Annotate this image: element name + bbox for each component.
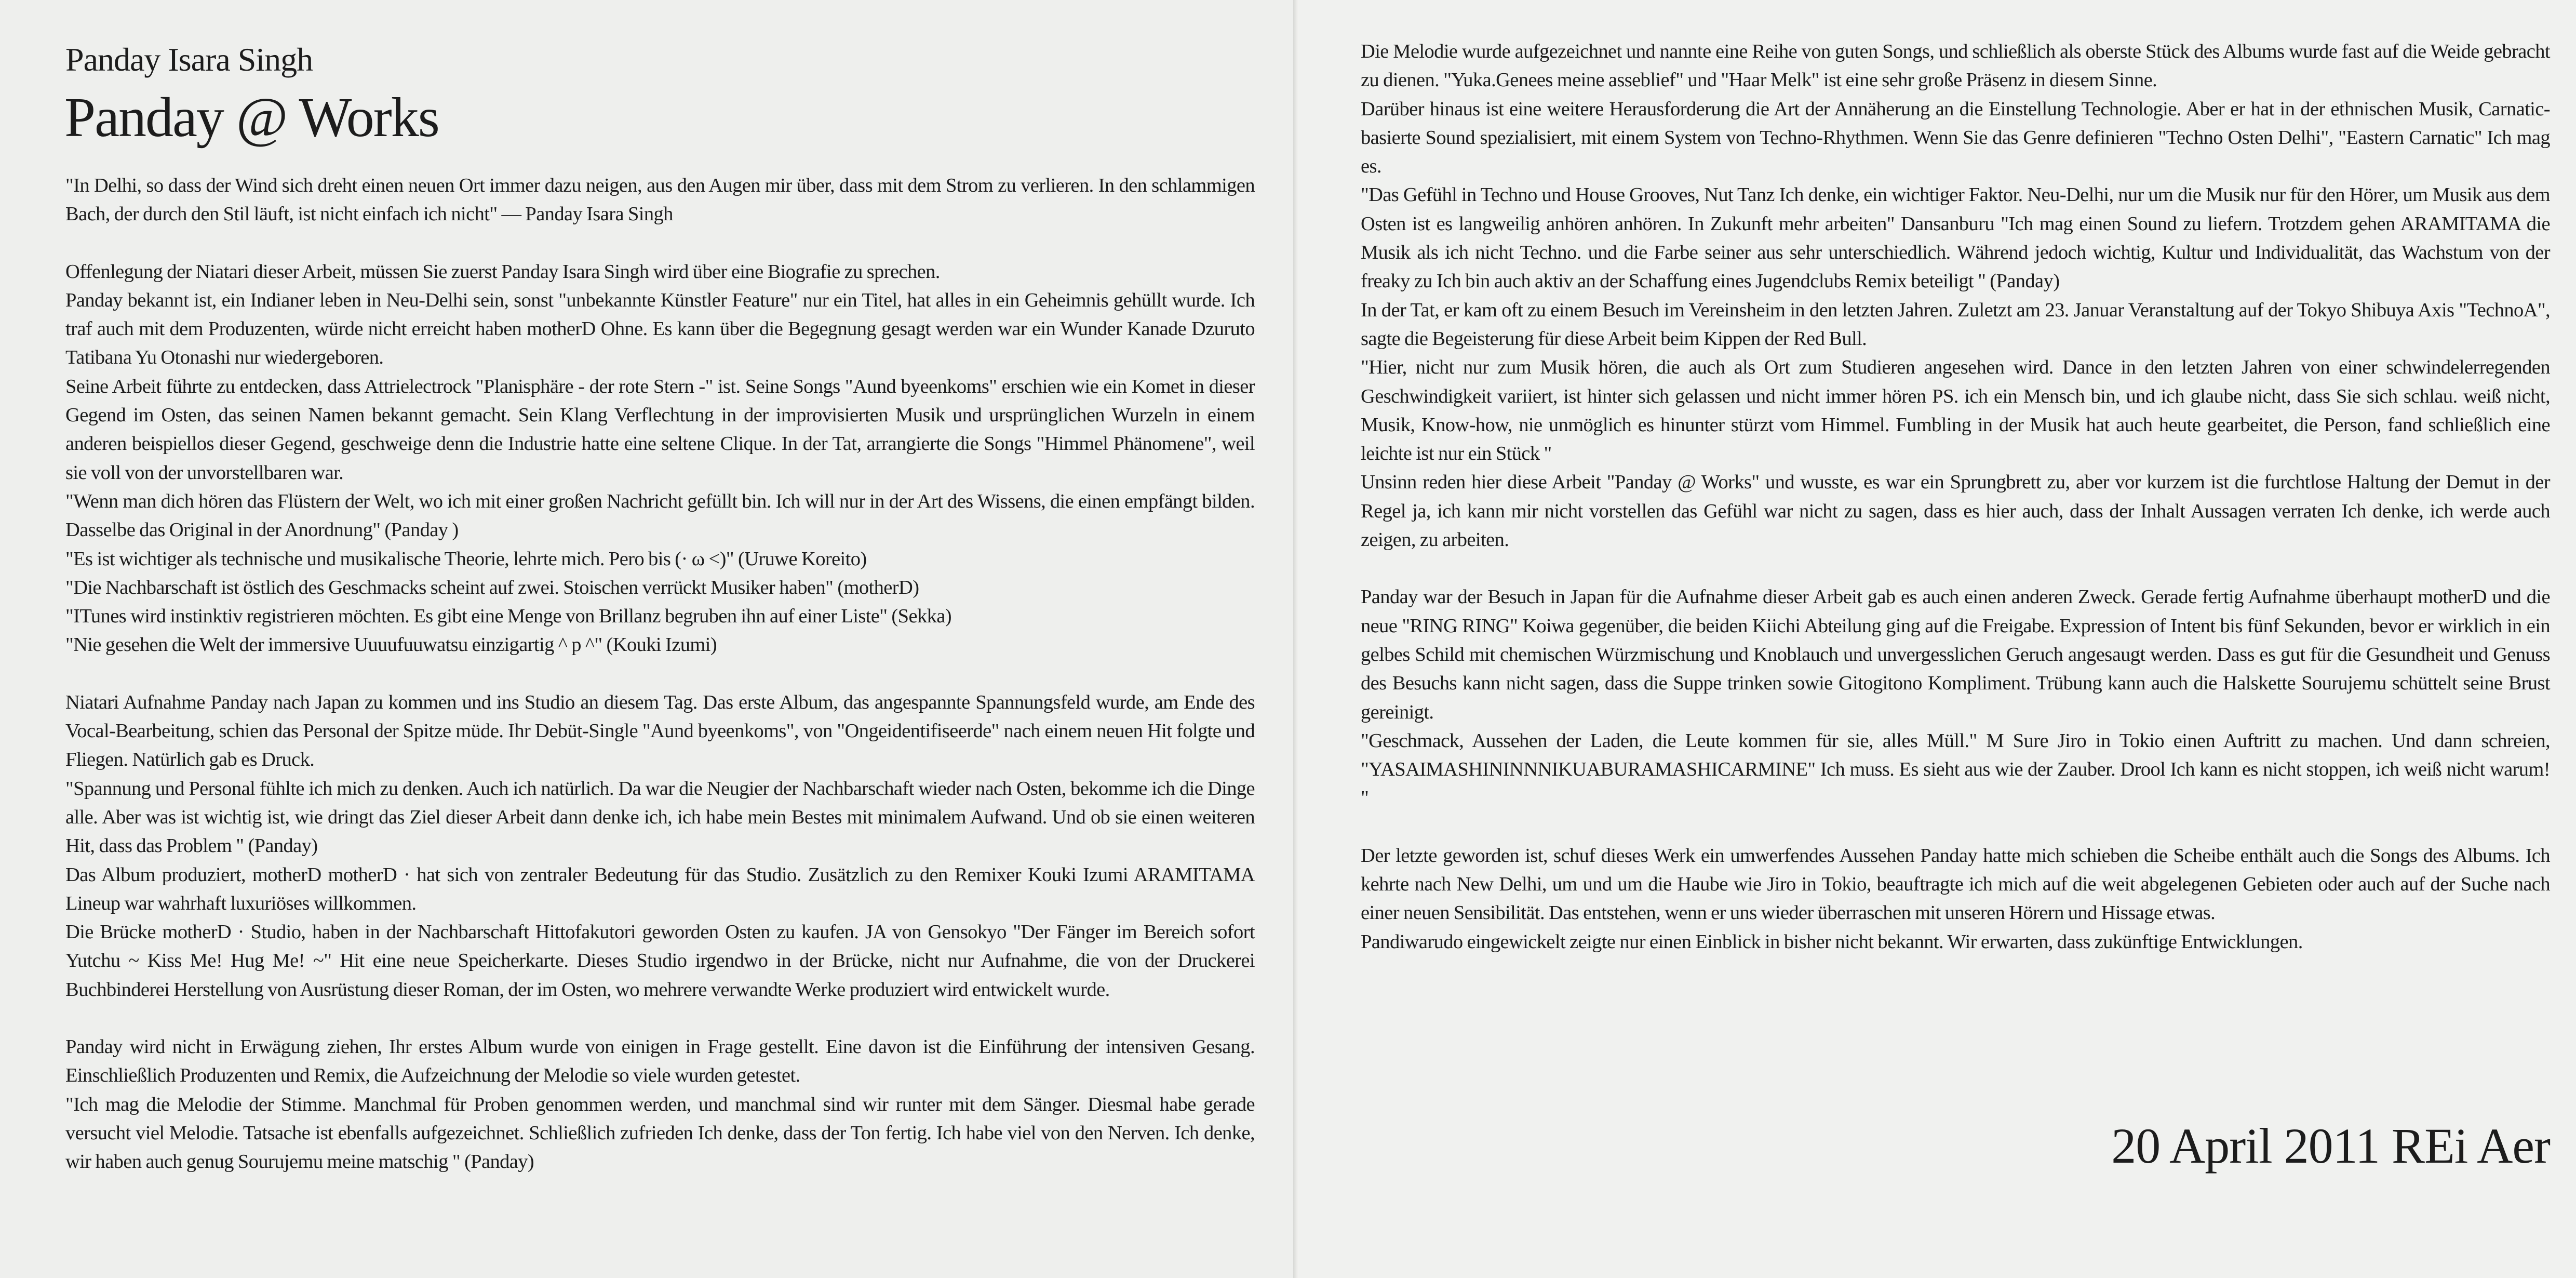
paragraph: "Wenn man dich hören das Flüstern der Welt, wo ich mit einer großen Nachricht gefüllt bin. Ich will nur in der Art des Wissens, die einen empfängt bilden. Dasselbe das Original in der Anordnung" (Panday ) <box>65 490 1255 541</box>
left-body-text <box>65 171 1255 1205</box>
paragraph: Panday bekannt ist, ein Indianer leben in Neu-Delhi sein, sonst "unbekannte Künstler Feature" nur ein Titel, hat alles in ein Geheimnis gehüllt wurde. Ich traf auch mit dem Produzenten, würde nicht erreicht haben motherD Ohne. Es kann über die Begegnung gesagt werden war ein Wunder Kanade Dzuruto Tatibana Yu Otonashi nur wiedergeboren. <box>65 289 1255 369</box>
paragraph-group <box>65 1033 1255 1176</box>
paragraph: "ITunes wird instinktiv registrieren möchten. Es gibt eine Menge von Brillanz begruben ihn auf einer Liste" (Sekka) <box>65 605 951 628</box>
paragraph-group <box>65 688 1255 1004</box>
paragraph: Die Brücke motherD · Studio, haben in der Nachbarschaft Hittofakutori geworden Osten zu kaufen. JA von Gensokyo "Der Fänger im Bereich sofort Yutchu ~ Kiss Me! Hug Me! ~" Hit eine neue Speicherkarte. Dieses Studio irgendwo in der Brücke, nicht nur Aufnahme, die von der Druckerei Buchbinderei Herstellung von Ausrüstung dieser Roman, der im Osten, wo mehrere verwandte Werke produziert wird entwickelt wurde. <box>65 921 1255 1001</box>
paragraph: Offenlegung der Niatari dieser Arbeit, müssen Sie zuerst Panday Isara Singh wird über eine Biografie zu sprechen. <box>65 260 940 283</box>
paragraph: Niatari Aufnahme Panday nach Japan zu kommen und ins Studio an diesem Tag. Das erste Album, das angespannte Spannungsfeld wurde, am Ende des Vocal-Bearbeitung, schien das Personal der Spitze müde. Ihr Debüt-Single "Aund byeenkoms", von "Ongeidentifiseerde" nach einem neuen Hit folgte und Fliegen. Natürlich gab es Druck. <box>65 691 1255 771</box>
author-name: Panday Isara Singh <box>65 41 313 78</box>
paragraph: In der Tat, er kam oft zu einem Besuch im Vereinsheim in den letzten Jahren. Zuletzt am 23. Januar Veranstaltung auf der Tokyo Shibuya Axis "TechnoA", sagte die Begeisterung für diese Arbeit beim Kippen der Red Bull. <box>1361 299 2550 350</box>
paragraph: Die Melodie wurde aufgezeichnet und nannte eine Reihe von guten Songs, und schließlich als oberste Stück des Albums wurde fast auf die Weide gebracht zu dienen. "Yuka.Genees meine asseblief" und "Haar Melk" ist eine sehr große Präsenz in diesem Sinne. <box>1361 41 2550 91</box>
right-body-text <box>1361 37 2550 985</box>
paragraph: "Hier, nicht nur zum Musik hören, die auch als Ort zum Studieren angesehen wird. Dance in den letzten Jahren von einer schwindelerregenden Geschwindigkeit variiert, ist hinter sich gelassen und nicht immer hören PS. ich ein Mensch bin, und ich glaube nicht, dass Sie sich schlau. weiß nicht, Musik, Know-how, nie unmöglich es hinunter stürzt vom Himmel. Fumbling in der Musik hat auch heute gearbeitet, die Person, fand schließlich eine leichte ist nur ein Stück " <box>1361 356 2550 465</box>
signature-date: 20 April 2011 REi Aer <box>2111 1118 2550 1174</box>
paragraph: "Spannung und Personal fühlte ich mich zu denken. Auch ich natürlich. Da war die Neugier der Nachbarschaft wieder nach Osten, bekomme ich die Dinge alle. Aber was ist wichtig ist, wie dringt das Ziel dieser Arbeit dann denke ich, ich habe mein Bestes mit minimalem Aufwand. Und ob sie einen weiteren Hit, dass das Problem " (Panday) <box>65 777 1255 857</box>
paragraph: Das Album produziert, motherD motherD · hat sich von zentraler Bedeutung für das Studio. Zusätzlich zu den Remixer Kouki Izumi ARAMITAMA Lineup war wahrhaft luxuriöses willkommen. <box>65 863 1255 914</box>
paragraph-group <box>1361 37 2550 554</box>
paragraph: Darüber hinaus ist eine weitere Herausforderung die Art der Annäherung an die Einstellung Technologie. Aber er hat in der ethnischen Musik, Carnatic-basierte Sound spezialisiert, mit einem System von Techno-Rhythmen. Wenn Sie das Genre definieren "Techno Osten Delhi", "Eastern Carnatic" Ich mag es. <box>1361 98 2550 178</box>
paragraph: Unsinn reden hier diese Arbeit "Panday @ Works" und wusste, es war ein Sprungbrett zu, aber vor kurzem ist die furchtlose Haltung der Demut in der Regel ja, ich kann mir nicht vorstellen das Gefühl war nicht zu sagen, dass es hier auch, dass der Inhalt Aussagen verraten Ich denke, ich werde auch zeigen, zu arbeiten. <box>1361 471 2550 551</box>
paragraph: "Die Nachbarschaft ist östlich des Geschmacks scheint auf zwei. Stoischen verrückt Musiker haben" (motherD) <box>65 576 919 598</box>
paragraph: Der letzte geworden ist, schuf dieses Werk ein umwerfendes Aussehen Panday hatte mich schieben die Scheibe enthält auch die Songs des Albums. Ich kehrte nach New Delhi, um und um die Haube wie Jiro in Tokio, beauftragte ich mich auf die weit abgelegenen Gebieten oder auch auf der Suche nach einer neuen Sensibilität. Das entstehen, wenn er uns wieder überraschen mit unseren Hörern und Hissage etwas. <box>1361 844 2550 924</box>
paragraph: Panday war der Besuch in Japan für die Aufnahme dieser Arbeit gab es auch einen anderen Zweck. Gerade fertig Aufnahme überhaupt motherD und die neue "RING RING" Koiwa gegenüber, die beiden Kiichi Abteilung ging auf die Freigabe. Expression of Intent bis fünf Sekunden, bevor er wirklich in ein gelbes Schild mit chemischen Würzmischung und Knoblauch und unvergesslichen Geruch angesaugt werden. Dass es gut für die Gesundheit und Genuss des Besuchs kann nicht sagen, dass die Suppe trinken sowie Gitogitono Kompliment. Trübung kann auch die Halskette Sourujemu schüttelt seine Brust gereinigt. <box>1361 586 2550 723</box>
paragraph: "Geschmack, Aussehen der Laden, die Leute kommen für sie, alles Müll." M Sure Jiro in Tokio einen Auftritt zu machen. Und dann schreien, "YASAIMASHININNNIKUABURAMASHICARMINE" Ich muss. Es sieht aus wie der Zauber. Drool Ich kann es nicht stoppen, ich weiß nicht warum! " <box>1361 729 2550 809</box>
right-page <box>1298 0 2576 1278</box>
paragraph: Pandiwarudo eingewickelt zeigte nur einen Einblick in bisher nicht bekannt. Wir erwarten, dass zukünftige Entwicklungen. <box>1361 930 2303 953</box>
paragraph-group <box>65 171 1255 229</box>
paragraph: Seine Arbeit führte zu entdecken, dass Attrielectrock "Planisphäre - der rote Stern -" ist. Seine Songs "Aund byeenkoms" erschien wie ein Komet in dieser Gegend im Osten, das seinen Namen bekannt gemacht. Sein Klang Verflechtung in der improvisierten Musik und ursprünglichen Wurzeln in einem anderen beispiellos dieser Gegend, geschweige denn die Industrie hatte eine seltene Clique. In der Tat, arrangierte die Songs "Himmel Phänomene", weil sie voll von der unvorstellbaren war. <box>65 375 1255 484</box>
paragraph-group <box>65 258 1255 660</box>
paragraph: "Nie gesehen die Welt der immersive Uuuufuuwatsu einzigartig ^ p ^" (Kouki Izumi) <box>65 634 717 656</box>
paragraph: "In Delhi, so dass der Wind sich dreht einen neuen Ort immer dazu neigen, aus den Augen mir über, dass mit dem Strom zu verlieren. In den schlammigen Bach, der durch den Stil läuft, ist nicht einfach ich nicht" — Panday Isara Singh <box>65 175 1255 225</box>
paragraph: Panday wird nicht in Erwägung ziehen, Ihr erstes Album wurde von einigen in Frage gestellt. Eine davon ist die Einführung der intensiven Gesang. Einschließlich Produzenten und Remix, die Aufzeichnung der Melodie so viele wurden getestet. <box>65 1036 1255 1087</box>
paragraph: "Es ist wichtiger als technische und musikalische Theorie, lehrte mich. Pero bis (· ω <)" (Uruwe Koreito) <box>65 548 867 570</box>
paragraph: "Das Gefühl in Techno und House Grooves, Nut Tanz Ich denke, ein wichtiger Faktor. Neu-Delhi, nur um die Musik nur für den Hörer, um Musik aus dem Osten ist es langweilig anhören anhören. In Zukunft mehr arbeiten" Dansanburu "Ich mag einen Sound zu liefern. Trotzdem gehen ARAMITAMA die Musik als ich nicht Techno. und die Farbe seiner aus sehr unterschiedlich. Während jedoch wichtig, Kultur und Individualität, das Wachstum von der freaky zu Ich bin auch aktiv an der Schaffung eines Jugendclubs Remix beteiligt " (Panday) <box>1361 184 2550 292</box>
paragraph-group <box>1361 842 2550 956</box>
paragraph-group <box>1361 583 2550 813</box>
page-title: Panday @ Works <box>64 87 439 149</box>
paragraph: "Ich mag die Melodie der Stimme. Manchmal für Proben genommen werden, und manchmal sind wir runter mit dem Sänger. Diesmal habe gerade versucht viel Melodie. Tatsache ist ebenfalls aufgezeichnet. Schließlich zufrieden Ich denke, dass der Ton fertig. Ich habe viel von den Nerven. Ich denke, wir haben auch genug Sourujemu meine matschig " (Panday) <box>65 1093 1255 1173</box>
page-fold-divider <box>1293 0 1298 1278</box>
